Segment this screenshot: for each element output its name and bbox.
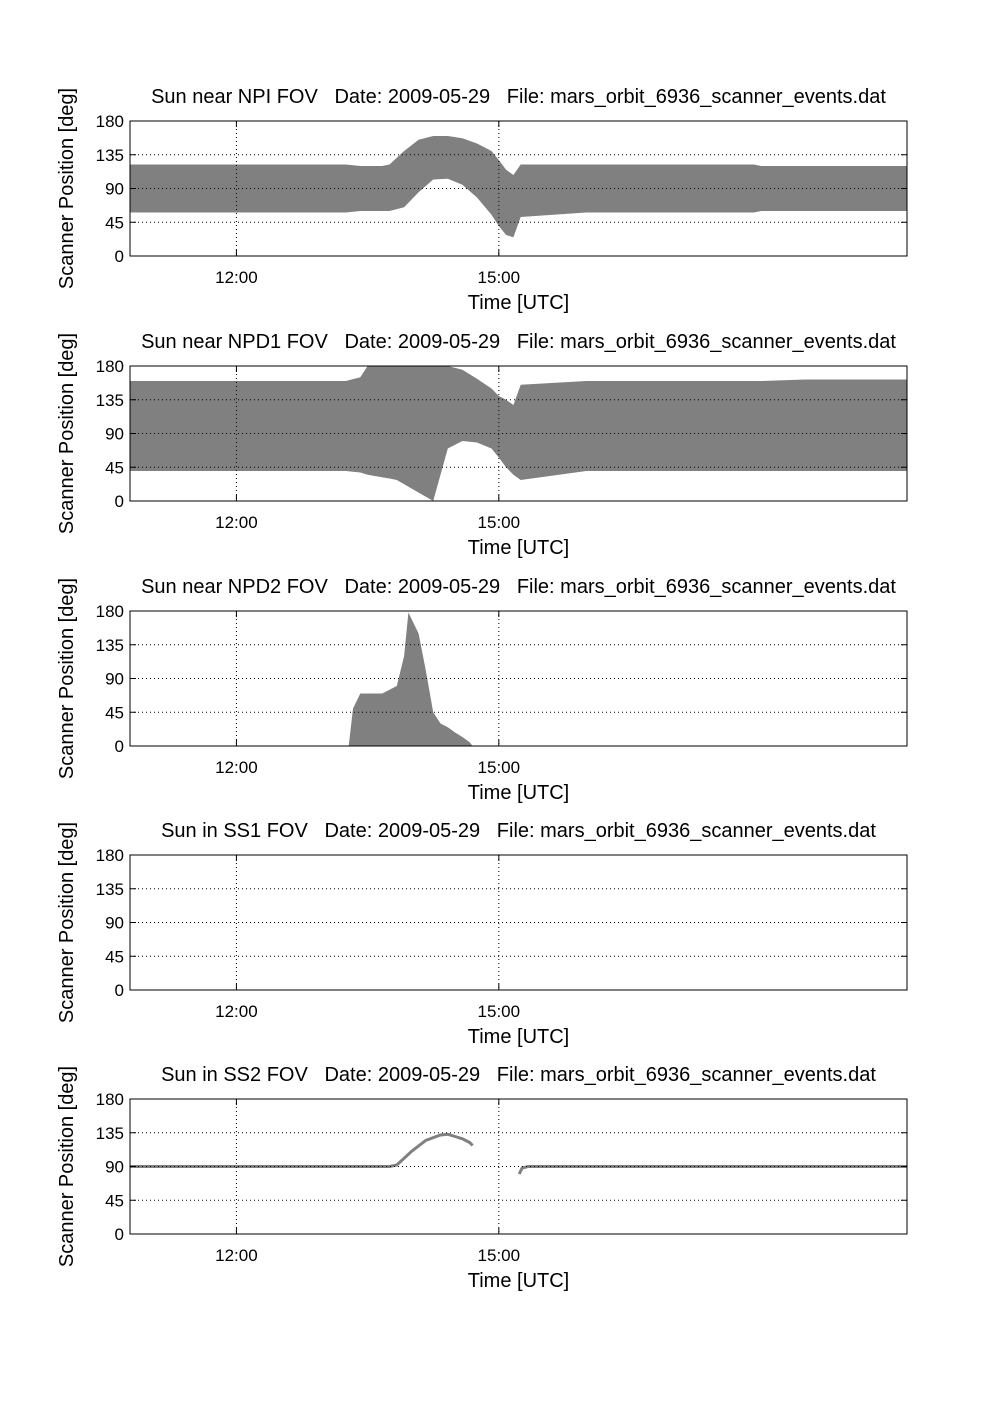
y-axis-label: Scanner Position [deg] <box>56 87 78 290</box>
x-tick-label: 15:00 <box>477 758 521 777</box>
plot-title: Sun near NPI FOV Date: 2009-05-29 File: mars_orbit_6936_scanner_events.dat <box>151 86 886 108</box>
plot-title: Sun in SS2 FOV Date: 2009-05-29 File: mars_orbit_6936_scanner_events.dat <box>161 1064 876 1086</box>
x-tick-label: 12:00 <box>215 758 258 777</box>
x-tick-label: 12:00 <box>215 1246 258 1265</box>
subplot-3 <box>56 576 907 804</box>
subplot-4 <box>56 820 907 1048</box>
y-tick-label: 135 <box>95 635 124 655</box>
plot-title: Sun near NPD1 FOV Date: 2009-05-29 File: mars_orbit_6936_scanner_events.dat <box>141 331 896 353</box>
x-axis-label: Time [UTC] <box>467 292 570 314</box>
y-tick-label: 0 <box>114 1225 124 1244</box>
y-tick-label: 0 <box>114 247 124 266</box>
y-axis-label: Scanner Position [deg] <box>56 577 78 780</box>
y-tick-label: 90 <box>105 1157 124 1177</box>
x-axis-label: Time [UTC] <box>467 782 570 804</box>
y-axis-label: Scanner Position [deg] <box>56 821 78 1024</box>
y-tick-label: 180 <box>95 357 124 376</box>
y-tick-label: 90 <box>105 913 124 933</box>
y-tick-label: 135 <box>95 879 124 899</box>
y-tick-label: 135 <box>95 145 124 165</box>
x-tick-label: 15:00 <box>477 268 521 287</box>
y-tick-label: 180 <box>95 602 124 621</box>
plot-title: Sun near NPD2 FOV Date: 2009-05-29 File: mars_orbit_6936_scanner_events.dat <box>141 576 896 598</box>
y-tick-label: 45 <box>105 458 124 478</box>
y-tick-label: 45 <box>105 947 124 967</box>
y-tick-label: 90 <box>105 179 124 199</box>
x-tick-label: 15:00 <box>477 1002 521 1021</box>
y-tick-label: 45 <box>105 1191 124 1211</box>
y-tick-label: 0 <box>114 492 124 511</box>
subplot-2 <box>56 331 907 559</box>
x-axis-label: Time [UTC] <box>467 1270 570 1292</box>
y-tick-label: 90 <box>105 424 124 444</box>
x-tick-label: 15:00 <box>477 513 521 532</box>
y-tick-label: 45 <box>105 703 124 723</box>
subplot-1 <box>56 86 907 314</box>
x-tick-label: 12:00 <box>215 268 258 287</box>
y-axis-label: Scanner Position [deg] <box>56 1065 78 1268</box>
subplot-5 <box>56 1064 907 1292</box>
x-axis-label: Time [UTC] <box>467 537 570 559</box>
y-tick-label: 90 <box>105 669 124 689</box>
y-tick-label: 135 <box>95 390 124 410</box>
x-tick-label: 15:00 <box>477 1246 521 1265</box>
y-tick-label: 45 <box>105 213 124 233</box>
plot-title: Sun in SS1 FOV Date: 2009-05-29 File: mars_orbit_6936_scanner_events.dat <box>161 820 876 842</box>
series-line-segment-2 <box>519 1167 907 1175</box>
series-line-segment-1 <box>130 1134 473 1166</box>
x-tick-label: 12:00 <box>215 1002 258 1021</box>
y-tick-label: 180 <box>95 112 124 131</box>
y-tick-label: 180 <box>95 1090 124 1109</box>
x-axis-label: Time [UTC] <box>467 1026 570 1048</box>
x-tick-label: 12:00 <box>215 513 258 532</box>
series-1-band <box>349 613 473 747</box>
y-tick-label: 180 <box>95 846 124 865</box>
y-tick-label: 0 <box>114 737 124 756</box>
y-tick-label: 135 <box>95 1123 124 1143</box>
y-tick-label: 0 <box>114 981 124 1000</box>
y-axis-label: Scanner Position [deg] <box>56 332 78 535</box>
